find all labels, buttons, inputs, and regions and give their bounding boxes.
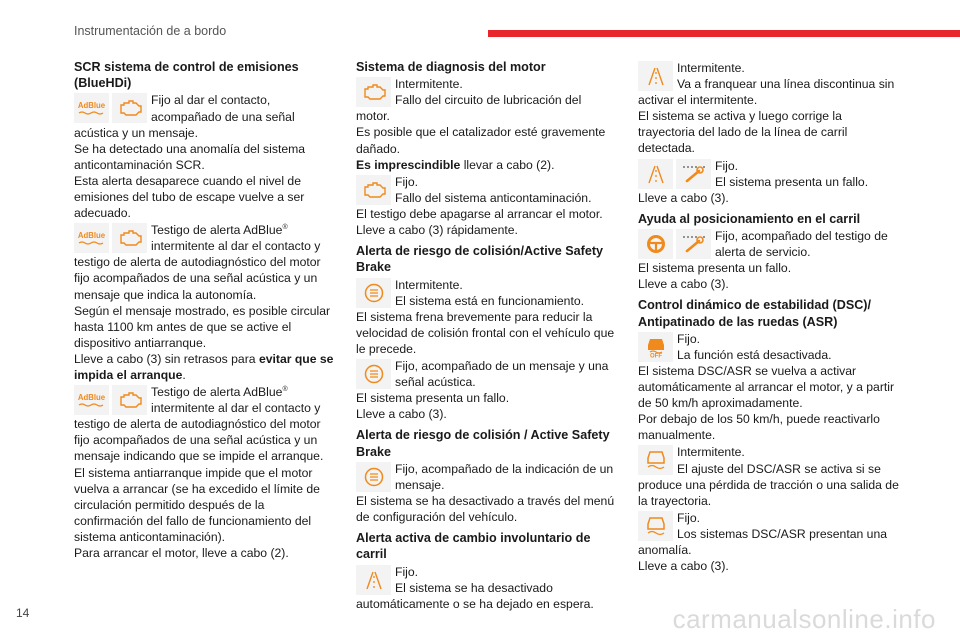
entry-lead-text: Fijo al dar el contacto, acompañado de una señal: [151, 93, 295, 124]
service-wrench-icon: [676, 159, 711, 189]
section-diagnosis: [356, 59, 618, 238]
entry-text: El sistema DSC/ASR se vuelva a activar automáticamente al arrancar el motor, y a partir de 50 km/h aproximadamente.: [638, 364, 895, 411]
entry-text: Lleve a cabo (3) rápidamente.: [356, 223, 518, 238]
entry-dsc-1: [638, 331, 900, 363]
entry-lead-text: Fallo del circuito de lubricación del motor.: [356, 93, 582, 124]
entry-lead-text: El ajuste del DSC/ASR se activa si se: [677, 461, 881, 476]
entry-collision-1: [356, 277, 618, 309]
entry-text: El sistema frena brevemente para reducir la velocidad de colisión frontal con el vehículo que le precede.: [356, 309, 615, 356]
column-1: [74, 59, 336, 566]
entry-text: Es posible que el catalizador esté gravemente dañado.: [356, 125, 606, 156]
section-dsc: [638, 297, 900, 574]
section-lane-alert-cont: [638, 60, 900, 206]
section-scr: [74, 59, 336, 561]
entry-text: anomalía.: [638, 543, 692, 558]
lane-icon: [356, 565, 391, 595]
entry-lead-text: Intermitente.: [395, 77, 463, 92]
service-wrench-icon: [676, 229, 711, 259]
entry-lead-text: Intermitente.: [395, 277, 463, 292]
entry-lead-text: Fijo, acompañado de la indicación de un mensaje.: [395, 461, 614, 492]
section-heading: Alerta de riesgo de colisión/Active Safety Brake: [356, 244, 604, 275]
entry-diag-1: [356, 76, 618, 124]
entry-text: El sistema presenta un fallo.: [638, 261, 792, 276]
entry-text: Por debajo de los 50 km/h, puede reactivarlo manualmente.: [638, 412, 880, 443]
entry-lane-3: [638, 158, 900, 190]
entry-text: testigo de alerta de autodiagnóstico del motor fijo acompañados de una señal acústica y un mensaje que indica la autonomía.: [74, 255, 321, 302]
entry-lead-text: Intermitente.: [677, 61, 745, 75]
dsc-icon: [638, 445, 673, 475]
engine-icon: [112, 223, 147, 253]
entry-lead-text: Intermitente.: [677, 445, 745, 460]
adblue-icon: AdBlue: [74, 223, 109, 253]
collision-icon: [356, 359, 391, 389]
entry-lead-text: La función está desactivada.: [677, 347, 832, 362]
page-number: 14: [16, 606, 30, 620]
collision-icon: [356, 278, 391, 308]
adblue-icon: AdBlue: [74, 93, 109, 123]
entry-text: Esta alerta desaparece cuando el nivel de emisiones del tubo de escape vuelve a ser adecuado.: [74, 173, 305, 221]
entry-text: Lleve a cabo (3).: [638, 190, 729, 205]
entry-text: automáticamente o se ha dejado en espera.: [356, 596, 594, 611]
entry-lane-1: [356, 564, 618, 596]
header-accent-bar: [488, 30, 960, 37]
engine-icon: [356, 175, 391, 205]
entry-lead-text: Fijo.: [677, 510, 701, 525]
section-heading: Sistema de diagnosis del motor: [356, 60, 546, 74]
entry-lead-text: Fijo.: [395, 564, 419, 579]
entry-lead-text: Testigo de alerta AdBlue® intermitente al dar el contacto y: [151, 223, 321, 254]
entry-text: Es imprescindible llevar a cabo (2).: [356, 157, 555, 172]
engine-icon: [112, 385, 147, 415]
column-3: [638, 59, 900, 579]
entry-text: Se ha detectado una anomalía del sistema anticontaminación SCR.: [74, 141, 306, 172]
entry-lane-2: [638, 60, 900, 92]
entry-lead-text: El sistema se ha desactivado: [395, 580, 553, 595]
lane-icon: [638, 61, 673, 91]
section-lane-positioning: [638, 211, 900, 293]
engine-icon: [356, 77, 391, 107]
section-heading: Alerta activa de cambio involuntario de carril: [356, 531, 591, 562]
entry-scr-2: [74, 222, 336, 254]
section-collision-2: [356, 427, 618, 525]
entry-lead-text: Testigo de alerta AdBlue® intermitente al dar el contacto y: [151, 385, 321, 416]
lane-icon: [638, 159, 673, 189]
header-title: Instrumentación de a bordo: [74, 24, 227, 38]
entry-diag-2: [356, 174, 618, 206]
entry-text: El sistema presenta un fallo.: [356, 391, 510, 406]
engine-icon: [112, 93, 147, 123]
entry-lead-text: Fijo.: [715, 158, 739, 173]
entry-text: El testigo debe apagarse al arrancar el motor.: [356, 206, 603, 221]
entry-collision-2: [356, 358, 618, 390]
entry-scr-1: [74, 92, 336, 124]
entry-lead-text: Fijo, acompañado del testigo de alerta de servicio.: [715, 229, 888, 260]
entry-text: Lleve a cabo (3).: [638, 559, 729, 574]
entry-text: El sistema se ha desactivado a través del menú de configuración del vehículo.: [356, 493, 615, 525]
entry-scr-3: [74, 384, 336, 416]
svg-text:OFF: OFF: [649, 353, 662, 358]
entry-dsc-3: [638, 510, 900, 542]
entry-text: activar el intermitente.: [638, 93, 758, 108]
steering-wheel-icon: [638, 229, 673, 259]
entry-lead-text: Fijo, acompañado de un mensaje y una señal acústica.: [395, 359, 609, 390]
dsc-off-icon: [638, 332, 673, 362]
entry-lead-text: Los sistemas DSC/ASR presentan una: [677, 526, 887, 541]
entry-lead-text: El sistema presenta un fallo.: [715, 174, 869, 189]
section-heading: Control dinámico de estabilidad (DSC)/ Antipatinado de las ruedas (ASR): [638, 298, 872, 329]
adblue-icon: AdBlue: [74, 385, 109, 415]
entry-text: Lleve a cabo (3).: [638, 277, 729, 292]
entry-text: Para arrancar el motor, lleve a cabo (2).: [74, 546, 289, 561]
column-2: [356, 59, 618, 617]
entry-lead-text: Va a franquear una línea discontinua sin: [677, 77, 895, 92]
entry-lead-text: Fallo del sistema anticontaminación.: [395, 190, 592, 205]
entry-lead-text: Fijo.: [677, 331, 701, 346]
entry-dsc-2: [638, 444, 900, 476]
entry-text: El sistema se activa y luego corrige la trayectoria del lado de la línea de carril detectada.: [638, 109, 848, 156]
entry-positioning-1: [638, 228, 900, 260]
entry-text: El sistema antiarranque impide que el motor vuelva a arrancar (se ha excedido el límite de circulación permitido después de la confirmación del fallo de funcionamiento del sistema anticontaminación).: [74, 465, 320, 544]
entry-text: Lleve a cabo (3) sin retrasos para evitar que se impida el arranque.: [74, 351, 334, 382]
entry-text: acústica y un mensaje.: [74, 125, 198, 140]
section-heading: Ayuda al posicionamiento en el carril: [638, 211, 861, 226]
section-collision-1: [356, 243, 618, 422]
entry-text: testigo de alerta de autodiagnóstico del motor fijo acompañados de una señal acústica y un mensaje indicando que se impide el arranque.: [74, 417, 324, 464]
dsc-icon: [638, 511, 673, 541]
entry-text: Según el mensaje mostrado, es posible circular hasta 1100 km antes de que se active el dispositivo antiarranque.: [74, 303, 331, 350]
section-heading: SCR sistema de control de emisiones (BlueHDi): [74, 60, 299, 91]
section-heading: Alerta de riesgo de colisión / Active Safety Brake: [356, 428, 610, 459]
entry-collision-3: [356, 461, 618, 493]
entry-text: Lleve a cabo (3).: [356, 407, 447, 422]
section-lane-alert: [356, 530, 618, 612]
collision-icon: [356, 462, 391, 492]
entry-lead-text: El sistema está en funcionamiento.: [395, 293, 585, 308]
entry-lead-text: Fijo.: [395, 174, 419, 189]
watermark: carmanualsonline.info: [672, 604, 936, 634]
entry-text: produce una pérdida de tracción o una salida de la trayectoria.: [638, 477, 899, 508]
